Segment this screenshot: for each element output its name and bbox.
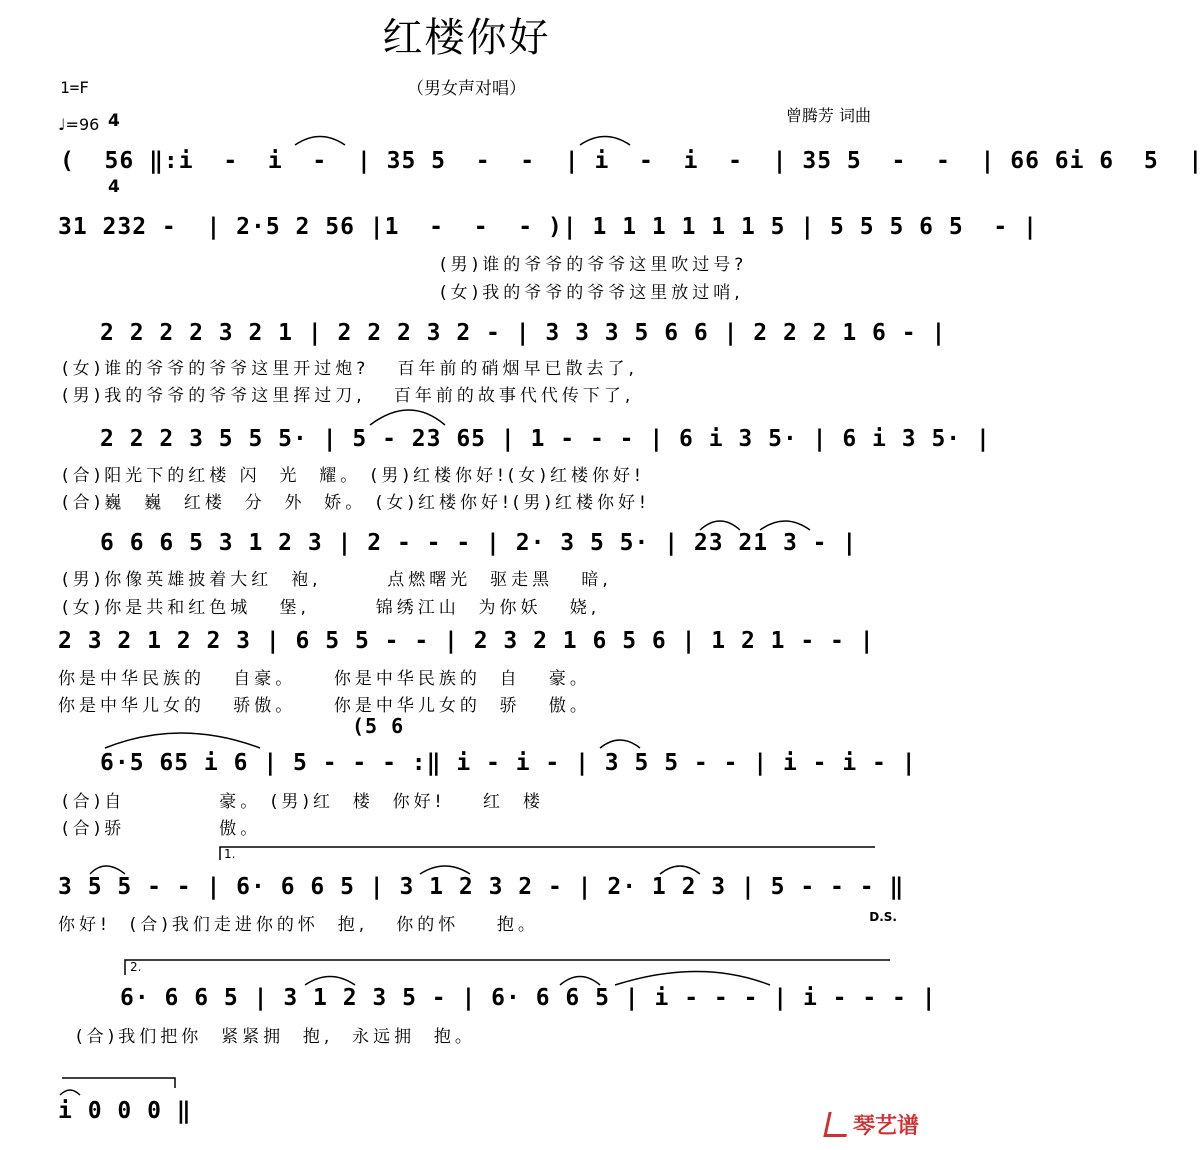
key-signature: 1=F <box>60 78 89 97</box>
first-ending-label: 1. <box>224 847 236 861</box>
row-3-lyric-2: (男)我的爷爷的爷爷这里挥过刀, 百年前的故事代代传下了, <box>62 386 635 406</box>
row-4-lyric-2: (合)巍 巍 红楼 分 外 娇。 (女)红楼你好!(男)红楼你好! <box>62 493 650 513</box>
slur <box>370 410 445 425</box>
quarter-note-icon: ♩ <box>58 115 66 134</box>
slur <box>615 972 770 986</box>
score-row-4-notes: 2 2 2 3 5 5 5· | 5 - 23 65 | 1 - - - | 6 i 3 5· | 6 i 3 5· | <box>100 426 991 452</box>
score-row-3-notes: 2 2 2 2 3 2 1 | 2 2 2 3 2 - | 3 3 3 5 6 6 | 2 2 2 1 6 - | <box>100 320 947 346</box>
song-subtitle: （男女声对唱） <box>407 79 526 99</box>
row-8-lyric-1: 你好! (合)我们走进你的怀 抱, 你的怀 抱。 <box>58 915 539 935</box>
song-title: 红楼你好 <box>382 15 551 61</box>
slur <box>305 977 355 986</box>
score-row-9-notes: 6· 6 6 5 | 3 1 2 3 5 - | 6· 6 6 5 | i - - - | i - - - | <box>120 985 937 1011</box>
row-3-lyric-1: (女)谁的爷爷的爷爷这里开过炮? 百年前的硝烟早已散去了, <box>62 359 638 379</box>
row-7-lyric-2: (合)骄 傲。 <box>62 819 262 839</box>
row-4-lyric-1: (合)阳光下的红楼 闪 光 耀。 (男)红楼你好!(女)红楼你好! <box>62 466 645 486</box>
watermark-text: 琴艺谱 <box>852 1114 919 1139</box>
slur <box>295 137 345 146</box>
score-row-8-notes: 3 5 5 - - | 6· 6 6 5 | 3 1 2 3 2 - | 2· 1 2 3 | 5 - - - ‖ <box>58 874 905 900</box>
slur <box>560 977 600 986</box>
tempo-value: =96 <box>65 115 100 134</box>
time-denominator: 4 <box>108 177 120 197</box>
row-6-lyric-2: 你是中华儿女的 骄傲。 你是中华儿女的 骄 傲。 <box>58 696 591 716</box>
score-row-2-notes: 31 232 - | 2·5 2 56 |1 - - - )| 1 1 1 1 1 1 5 | 5 5 5 6 5 - | <box>58 214 1038 240</box>
row-2-lyric-2: (女)我的爷爷的爷爷这里放过哨, <box>440 283 744 303</box>
score-row-1-notes: ( 56 ‖:i - i - | 35 5 - - | i - i - | 35 5 - - | 66 6i 6 5 | <box>60 148 1203 174</box>
row-7-lyric-1: (合)自 豪。 (男)红 楼 你好! 红 楼 <box>62 792 544 812</box>
ending-bracket-1 <box>220 847 875 860</box>
slur <box>660 866 700 874</box>
ending-bracket-2 <box>125 960 890 975</box>
dal-segno-marking: D.S. <box>869 910 897 924</box>
slur <box>700 521 740 530</box>
row-5-lyric-1: (男)你像英雄披着大红 袍, 点燃曙光 驱走黑 暗, <box>62 570 612 590</box>
row-6-lyric-1: 你是中华民族的 自豪。 你是中华民族的 自 豪。 <box>58 669 591 689</box>
score-row-5-notes: 6 6 6 5 3 1 2 3 | 2 - - - | 2· 3 5 5· | 23 21 3 - | <box>100 530 858 556</box>
slur <box>90 866 125 874</box>
composer-credit: 曾腾芳 词曲 <box>785 106 871 125</box>
ending-bracket-final <box>62 1078 175 1088</box>
slur <box>600 740 640 748</box>
slur <box>105 733 260 748</box>
slur <box>420 866 470 874</box>
row-7-grace-notes: (5 6 <box>352 714 405 738</box>
score-row-10-notes: i 0 0 0 ‖ <box>58 1098 192 1124</box>
score-row-6-notes: 2 3 2 1 2 2 3 | 6 5 5 - - | 2 3 2 1 6 5 6 | 1 2 1 - - | <box>58 628 875 654</box>
slur <box>60 1090 80 1095</box>
slur <box>760 521 810 530</box>
second-ending-label: 2. <box>130 960 142 974</box>
slur <box>580 137 630 146</box>
row-9-lyric-1: (合)我们把你 紧紧拥 抱, 永远拥 抱。 <box>76 1027 476 1047</box>
time-numerator: 4 <box>108 111 120 131</box>
score-row-7-notes: 6·5 65 i 6 | 5 - - - :‖ i - i - | 3 5 5 - - | i - i - | <box>100 750 917 776</box>
brand-mark-icon <box>823 1112 851 1137</box>
row-5-lyric-2: (女)你是共和红色城 堡, 锦绣江山 为你妖 娆, <box>62 598 601 618</box>
row-2-lyric-1: (男)谁的爷爷的爷爷这里吹过号? <box>440 255 748 275</box>
watermark-logo <box>826 1109 919 1140</box>
